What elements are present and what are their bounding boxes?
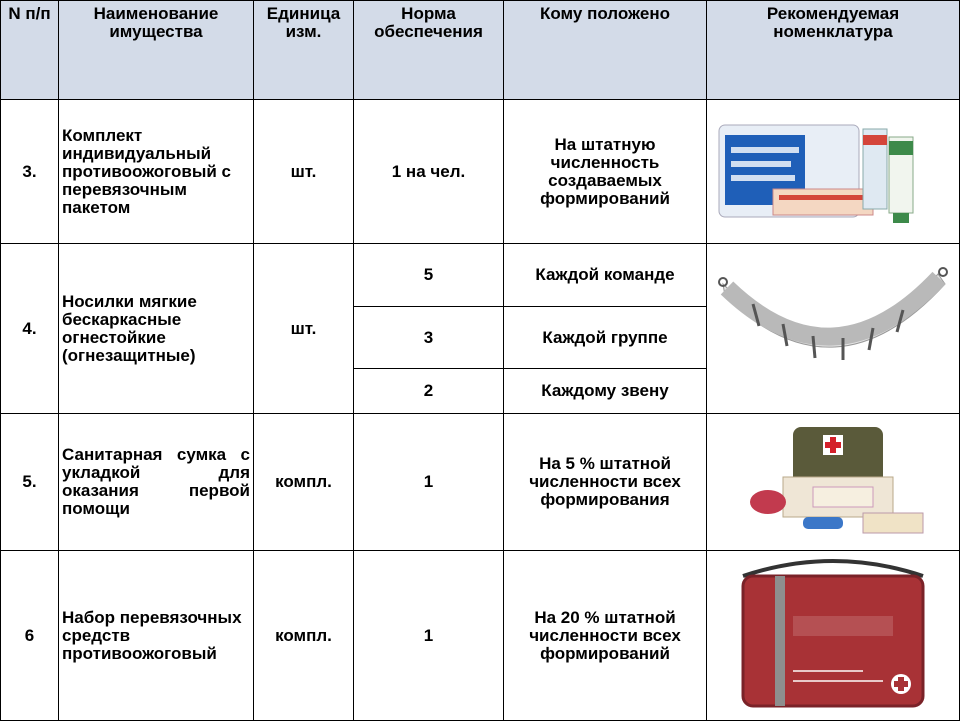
header-unit: Единица изм. bbox=[254, 1, 354, 100]
row-unit: шт. bbox=[254, 100, 354, 244]
row-whom: Каждой группе bbox=[504, 307, 707, 369]
row-norm: 1 bbox=[354, 551, 504, 721]
row-number: 6 bbox=[1, 551, 59, 721]
row-norm: 5 bbox=[354, 244, 504, 307]
table-row bbox=[1, 551, 960, 721]
table-row bbox=[1, 244, 960, 307]
burn-kit-image bbox=[713, 107, 953, 237]
row-unit: компл. bbox=[254, 414, 354, 551]
row-unit: шт. bbox=[254, 244, 354, 414]
header-nomenclature: Рекомендуемая номенклатура bbox=[707, 1, 960, 100]
row-norm: 3 bbox=[354, 307, 504, 369]
row-name: Набор перевязочных средств противоожоговый bbox=[59, 551, 254, 721]
row-whom: На 20 % штатной численности всех формирований bbox=[504, 551, 707, 721]
row-unit: компл. bbox=[254, 551, 354, 721]
header-number: N п/п bbox=[1, 1, 59, 100]
header-name: Наименование имущества bbox=[59, 1, 254, 100]
row-picture bbox=[707, 551, 960, 721]
row-picture bbox=[707, 100, 960, 244]
row-whom: На штатную численность создаваемых формирований bbox=[504, 100, 707, 244]
row-name: Носилки мягкие бескаркасные огнестойкие (огнезащитные) bbox=[59, 244, 254, 414]
table-row bbox=[1, 100, 960, 244]
row-whom: На 5 % штатной численности всех формирования bbox=[504, 414, 707, 551]
row-name: Санитарная сумка с укладкой для оказания первой помощи bbox=[59, 414, 254, 551]
row-number: 4. bbox=[1, 244, 59, 414]
row-number: 3. bbox=[1, 100, 59, 244]
row-norm: 2 bbox=[354, 369, 504, 414]
row-norm: 1 на чел. bbox=[354, 100, 504, 244]
row-name: Комплект индивидуальный противоожоговый с перевязочным пакетом bbox=[59, 100, 254, 244]
header-row bbox=[1, 1, 960, 100]
header-whom: Кому положено bbox=[504, 1, 707, 100]
row-number: 5. bbox=[1, 414, 59, 551]
row-whom: Каждому звену bbox=[504, 369, 707, 414]
header-norm: Норма обеспечения bbox=[354, 1, 504, 100]
row-whom: Каждой команде bbox=[504, 244, 707, 307]
row-norm: 1 bbox=[354, 414, 504, 551]
table-row bbox=[1, 414, 960, 551]
row-picture bbox=[707, 244, 960, 414]
first-aid-bag-image bbox=[713, 417, 953, 547]
soft-stretcher-image bbox=[713, 254, 953, 404]
appolo-kit-image bbox=[713, 556, 953, 716]
row-picture bbox=[707, 414, 960, 551]
